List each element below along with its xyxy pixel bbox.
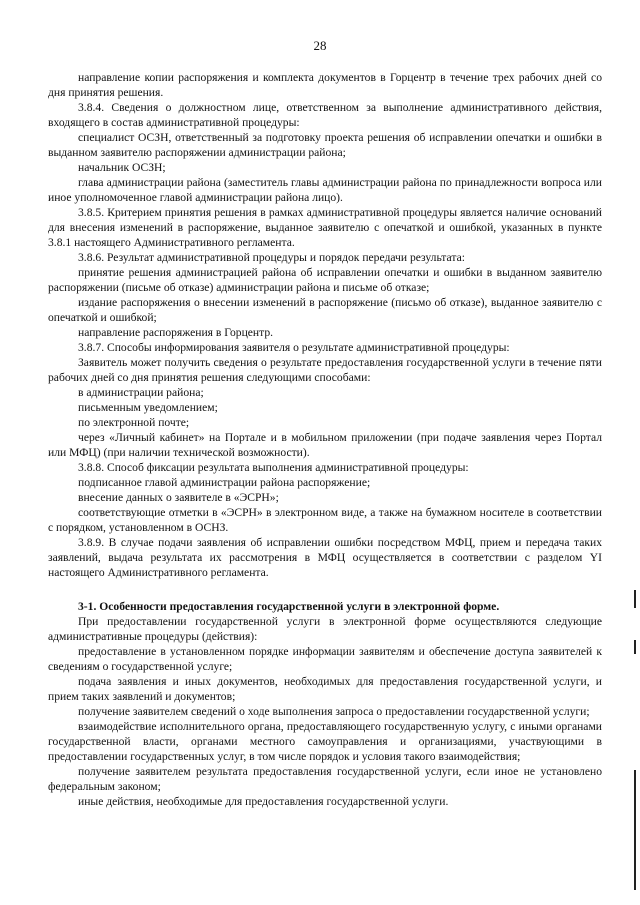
paragraph: взаимодействие исполнительного органа, предоставляющего государственную услугу, с иными органами государственной власти, органами местного самоуправления и организациями, участвующими в предоставлении государственных услуг, в том числе порядок и условия такого взаимодействия; bbox=[48, 720, 602, 763]
paragraph: соответствующие отметки в «ЭСРН» в электронном виде, а также на бумажном носителе в соответствии с порядком, установленном в ОСНЗ. bbox=[48, 506, 602, 534]
paragraph: направление распоряжения в Горцентр. bbox=[78, 326, 274, 339]
paragraph: направление копии распоряжения и комплекта документов в Горцентр в течение трех рабочих дней со дня принятия решения. bbox=[48, 71, 602, 99]
paragraph: издание распоряжения о внесении изменений в распоряжение (письмо об отказе), выданное заявителю с опечаткой и ошибкой; bbox=[48, 296, 602, 324]
paragraph: иные действия, необходимые для предоставления государственной услуги. bbox=[78, 795, 449, 808]
paragraph: получение заявителем результата предоставления государственной услуги, если иное не установлено федеральным законом; bbox=[48, 765, 602, 793]
paragraph: в администрации района; bbox=[78, 386, 204, 399]
paragraph: подписанное главой администрации района распоряжение; bbox=[78, 476, 371, 489]
paragraph: специалист ОСЗН, ответственный за подготовку проекта решения об исправлении опечатки и ошибки в выданном заявителю распоряжении администрации района; bbox=[48, 131, 602, 159]
paragraph: 3.8.8. Способ фиксации результата выполнения административной процедуры: bbox=[78, 461, 469, 474]
paragraph: по электронной почте; bbox=[78, 416, 190, 429]
paragraph: Заявитель может получить сведения о результате предоставления государственной услуги в течение пяти рабочих дней со дня принятия решения следующими способами: bbox=[48, 356, 602, 384]
paragraph: 3.8.5. Критерием принятия решения в рамках административной процедуры является наличие оснований для внесения изменений в распоряжение, выданное заявителю с опечаткой и ошибкой, указанных в пункте 3.8.1 настоящего Административного регламента. bbox=[48, 206, 602, 249]
paragraph: через «Личный кабинет» на Портале и в мобильном приложении (при подаче заявления через Портал или МФЦ) (при наличии технической возможности). bbox=[48, 431, 602, 459]
paragraph: принятие решения администрацией района об исправлении опечатки и ошибки в выданном заявителю распоряжении (письме об отказе) администрации района и письме об отказе; bbox=[48, 266, 602, 294]
document-body bbox=[48, 70, 602, 809]
paragraph: 3.8.4. Сведения о должностном лице, ответственном за выполнение административного действия, входящего в состав административной процедуры: bbox=[48, 101, 602, 129]
paragraph: получение заявителем сведений о ходе выполнения запроса о предоставлении государственной услуги; bbox=[78, 705, 590, 718]
section-heading: 3-1. Особенности предоставления государственной услуги в электронной форме. bbox=[78, 600, 500, 613]
scan-edge-mark bbox=[634, 640, 636, 654]
paragraph: 3.8.6. Результат административной процедуры и порядок передачи результата: bbox=[78, 251, 465, 264]
paragraph: письменным уведомлением; bbox=[78, 401, 218, 414]
paragraph: 3.8.9. В случае подачи заявления об исправлении ошибки посредством МФЦ, прием и передача таких заявлений, выдача результата их рассмотрения в МФЦ осуществляется в соответствии с разделом YI настоящего Административного регламента. bbox=[48, 536, 602, 579]
paragraph: начальник ОСЗН; bbox=[78, 161, 166, 174]
paragraph: внесение данных о заявителе в «ЭСРН»; bbox=[78, 491, 279, 504]
paragraph: 3.8.7. Способы информирования заявителя о результате административной процедуры: bbox=[78, 341, 510, 354]
paragraph: предоставление в установленном порядке информации заявителям и обеспечение доступа заявителей к сведениям о государственной услуге; bbox=[48, 645, 602, 673]
paragraph: При предоставлении государственной услуги в электронной форме осуществляются следующие административные процедуры (действия): bbox=[48, 615, 602, 643]
paragraph: глава администрации района (заместитель главы администрации района по принадлежности вопроса или иное уполномоченное главой администрации района лицо). bbox=[48, 176, 602, 204]
page-number: 28 bbox=[313, 38, 327, 53]
scan-edge-mark bbox=[634, 770, 636, 890]
scan-edge-mark bbox=[634, 590, 636, 608]
paragraph: подача заявления и иных документов, необходимых для предоставления государственной услуги, и прием таких заявлений и документов; bbox=[48, 675, 602, 703]
